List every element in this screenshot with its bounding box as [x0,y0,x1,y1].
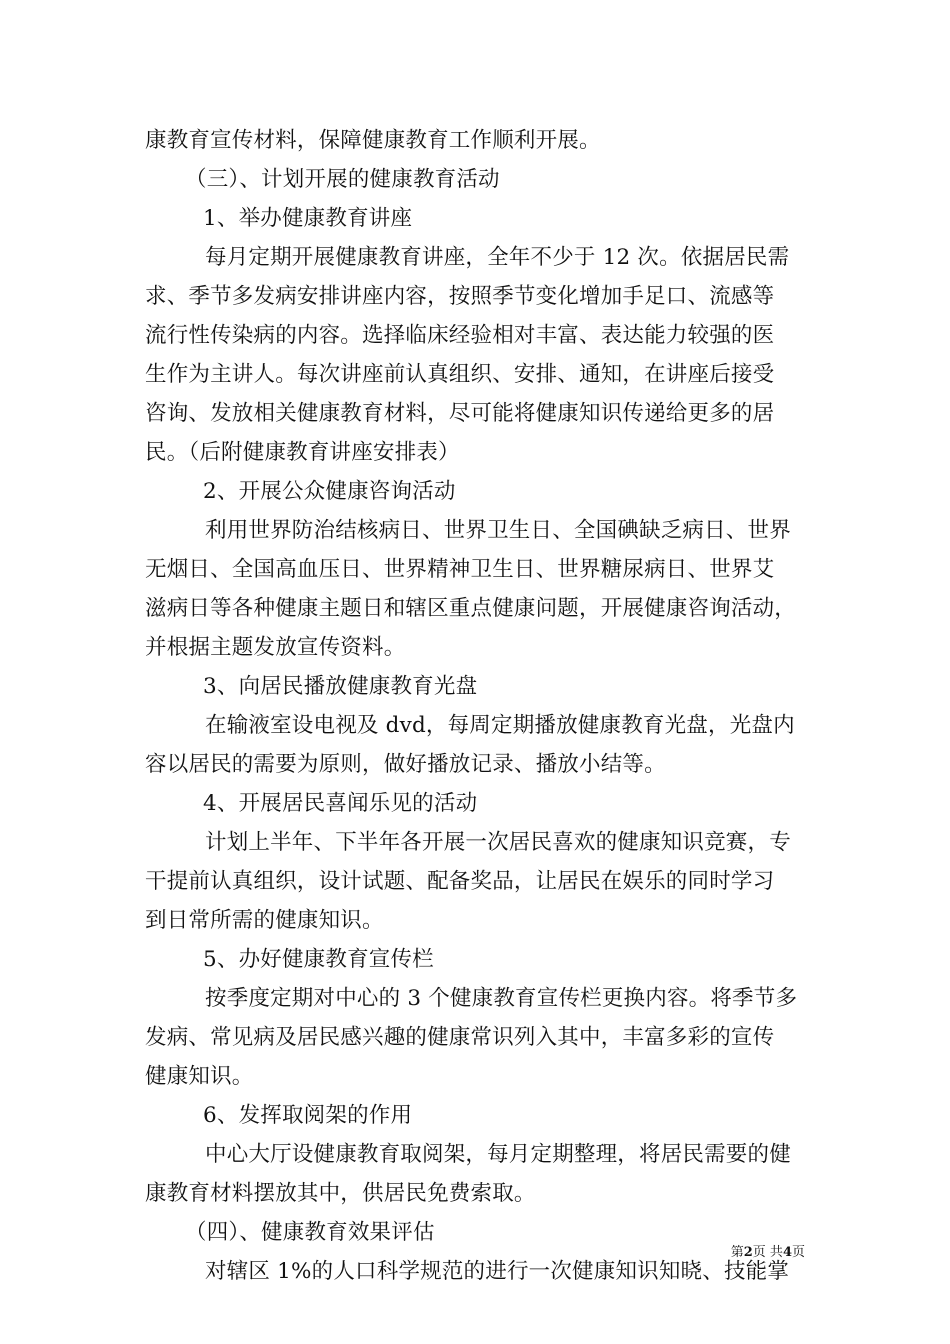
subsection-heading: 2、开展公众健康咨询活动 [203,479,456,504]
paragraph-line: 滋病日等各种健康主题日和辖区重点健康问题，开展健康咨询活动， [145,596,797,621]
subsection-heading: 5、办好健康教育宣传栏 [203,947,434,972]
paragraph-line: 每月定期开展健康教育讲座，全年不少于 12 次。依据居民需 [205,245,790,270]
paragraph-line: 求、季节多发病安排讲座内容，按照季节变化增加手足口、流感等 [145,284,775,309]
footer-prefix: 第 [730,1245,744,1260]
page-number-footer [731,1244,805,1262]
paragraph-line: 生作为主讲人。每次讲座前认真组织、安排、通知，在讲座后接受 [145,362,775,387]
paragraph-line: 干提前认真组织，设计试题、配备奖品，让居民在娱乐的同时学习 [145,869,775,894]
paragraph-line: 容以居民的需要为原则，做好播放记录、播放小结等。 [145,752,666,777]
paragraph-line: 无烟日、全国高血压日、世界精神卫生日、世界糖尿病日、世界艾 [145,557,775,582]
footer-middle: 页 共 [752,1245,783,1260]
section-heading: （三）、计划开展的健康教育活动 [185,167,500,192]
footer-suffix: 页 [791,1245,805,1260]
paragraph-line: 中心大厅设健康教育取阅架，每月定期整理，将居民需要的健 [205,1142,791,1167]
subsection-heading: 1、举办健康教育讲座 [203,206,413,231]
section-heading: （四）、健康教育效果评估 [185,1220,435,1245]
subsection-heading: 6、发挥取阅架的作用 [203,1103,413,1128]
paragraph-line: 民。（后附健康教育讲座安排表） [145,440,460,465]
paragraph-line: 到日常所需的健康知识。 [145,908,384,933]
subsection-heading: 4、开展居民喜闻乐见的活动 [203,791,478,816]
paragraph-line: 并根据主题发放宣传资料。 [145,635,406,660]
current-page-number: 2 [743,1245,753,1260]
paragraph-line: 发病、常见病及居民感兴趣的健康常识列入其中，丰富多彩的宣传 [145,1025,775,1050]
body-text [145,121,817,1291]
total-pages-number: 4 [782,1245,792,1260]
paragraph-line: 在输液室设电视及 dvd，每周定期播放健康教育光盘，光盘内 [205,713,795,738]
paragraph-line: 计划上半年、下半年各开展一次居民喜欢的健康知识竞赛，专 [205,830,791,855]
paragraph-line: 咨询、发放相关健康教育材料，尽可能将健康知识传递给更多的居 [145,401,775,426]
paragraph-line: 康教育宣传材料，保障健康教育工作顺利开展。 [145,128,601,153]
paragraph-line: 康教育材料摆放其中，供居民免费索取。 [145,1181,536,1206]
paragraph-line: 利用世界防治结核病日、世界卫生日、全国碘缺乏病日、世界 [205,518,791,543]
paragraph-line: 对辖区 1%的人口科学规范的进行一次健康知识知晓、技能掌 [205,1259,790,1284]
subsection-heading: 3、向居民播放健康教育光盘 [203,674,478,699]
paragraph-line: 健康知识。 [145,1064,254,1089]
paragraph-line: 流行性传染病的内容。选择临床经验相对丰富、表达能力较强的医 [145,323,775,348]
paragraph-line: 按季度定期对中心的 3 个健康教育宣传栏更换内容。将季节多 [205,986,798,1011]
